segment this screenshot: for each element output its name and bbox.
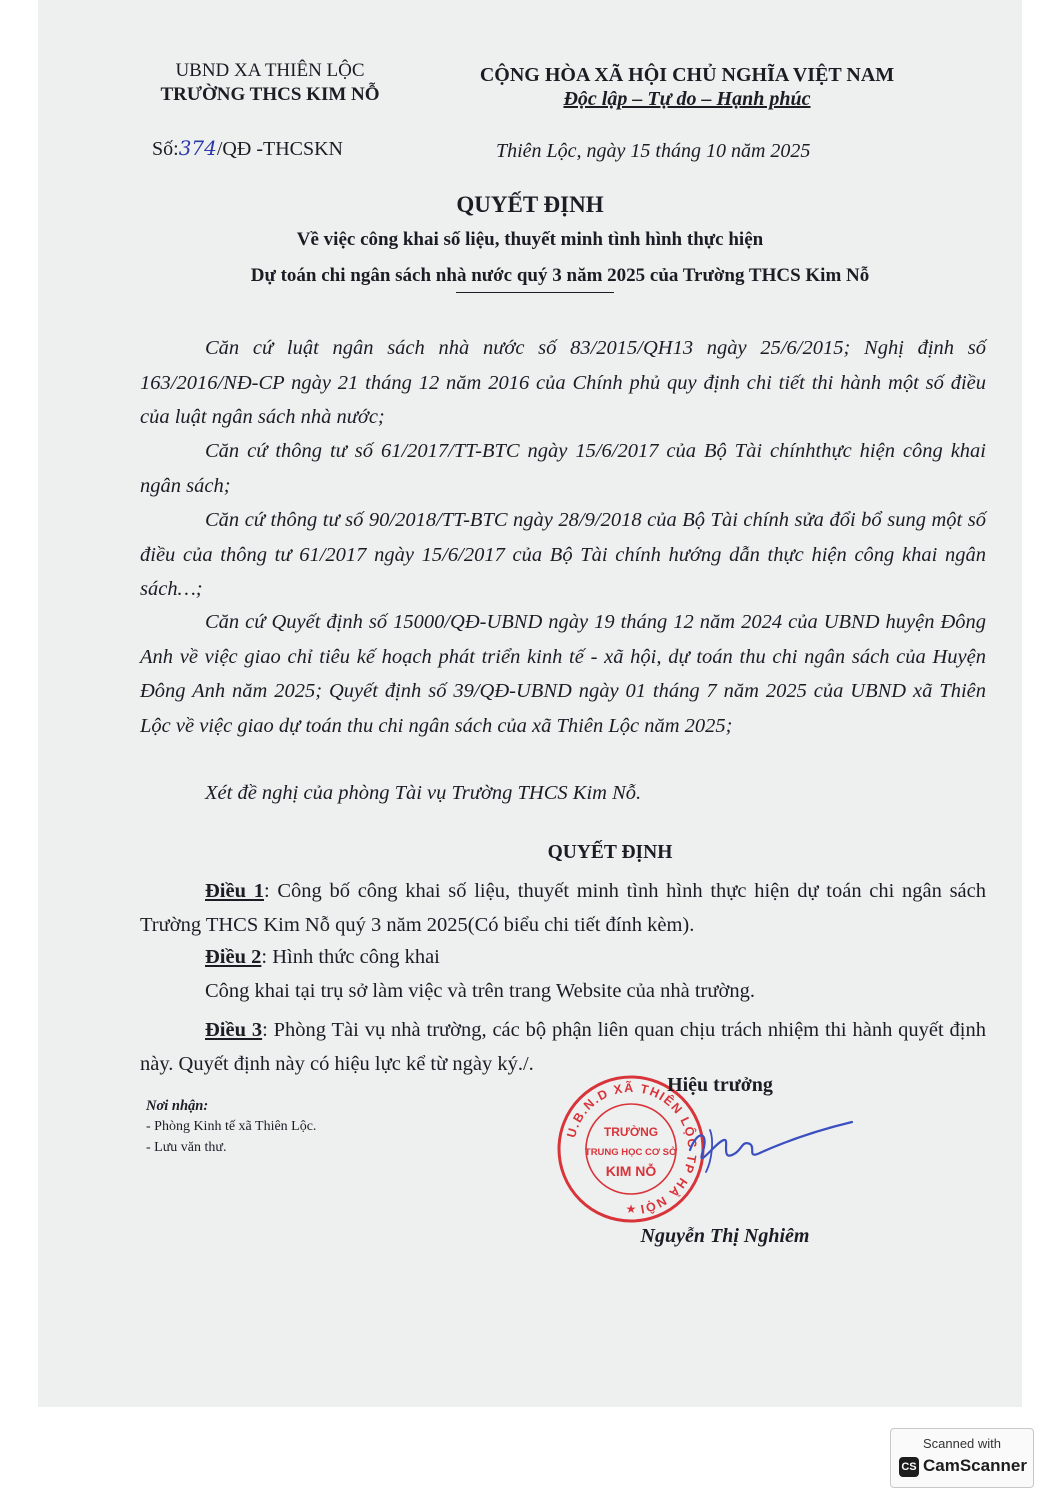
preamble-paragraph: Căn cứ thông tư số 90/2018/TT-BTC ngày 28/9/2018 của Bộ Tài chính sửa đổi bổ sung một số điều của thông tư 61/2017 ngày 15/6/2017 của Bộ Tài chính hướng dẫn thực hiện công khai ngân sách…; [140, 509, 986, 600]
camscanner-logo-icon: CS [899, 1457, 919, 1477]
school-name: TRƯỜNG THCS KIM NỖ [160, 84, 380, 105]
watermark-brand: CamScanner [923, 1456, 1027, 1475]
document-subject-line2: Dự toán chi ngân sách nhà nước quý 3 năm 2025 của Trường THCS Kim Nỗ [250, 265, 870, 286]
watermark-caption: Scanned with [922, 1436, 1002, 1451]
national-title: CỘNG HÒA XÃ HỘI CHỦ NGHĨA VIỆT NAM [479, 64, 895, 86]
handwritten-signature [680, 1110, 860, 1180]
svg-text:KIM NỖ: KIM NỖ [605, 1163, 657, 1179]
article-3-label: Điều 3 [205, 1019, 263, 1041]
issuing-authority: UBND XA THIÊN LỘC [175, 60, 365, 81]
preamble-paragraph: Căn cứ luật ngân sách nhà nước số 83/2015/QH13 ngày 25/6/2015; Nghị định số 163/2016/NĐ-CP ngày 21 tháng 12 năm 2016 của Chính phủ quy định chi tiết thi hành một số điều của luật ngân sách nhà nước; [140, 337, 986, 428]
subject-underline [456, 292, 614, 293]
signer-title: Hiệu trưởng [667, 1074, 773, 1096]
document-subject-line1: Về việc công khai số liệu, thuyết minh tình hình thực hiện [296, 229, 764, 250]
article-2: Điều 2: Hình thức công khai [205, 946, 440, 968]
svg-text:TRƯỜNG: TRƯỜNG [603, 1125, 659, 1139]
recipient-item: - Phòng Kinh tế xã Thiên Lộc. [146, 1119, 317, 1134]
recipients-heading: Nơi nhận: [146, 1098, 209, 1114]
article-2-detail: Công khai tại trụ sở làm việc và trên trang Website của nhà trường. [205, 980, 755, 1002]
preamble-paragraph: Căn cứ thông tư số 61/2017/TT-BTC ngày 15/6/2017 của Bộ Tài chínhthực hiện công khai ngân sách; [140, 440, 986, 497]
svg-text:TRUNG HỌC CƠ SỞ: TRUNG HỌC CƠ SỞ [584, 1147, 678, 1158]
article-3: Điều 3: Phòng Tài vụ nhà trường, các bộ phận liên quan chịu trách nhiệm thi hành quyết định này. Quyết định này có hiệu lực kể từ ngày ký./. [140, 1019, 987, 1075]
article-1-label: Điều 1 [205, 880, 264, 902]
document-number: Số:374/QĐ -THCSKN [152, 136, 343, 160]
svg-text:★: ★ [625, 1202, 637, 1216]
preamble-paragraph: Căn cứ Quyết định số 15000/QĐ-UBND ngày 19 tháng 12 năm 2024 của UBND huyện Đông Anh về việc giao chỉ tiêu kế hoạch phát triển kinh tế - xã hội, dự toán thu chi ngân sách của Huyện Đông Anh năm 2025; Quyết định số 39/QĐ-UBND ngày 01 tháng 7 năm 2025 của UBND xã Thiên Lộc về việc giao dự toán thu chi ngân sách của xã Thiên Lộc năm 2025; [140, 611, 986, 737]
document-number-handwritten: 374 [178, 136, 217, 160]
article-2-label: Điều 2 [205, 946, 262, 968]
national-motto: Độc lập – Tự do – Hạnh phúc [563, 88, 811, 110]
document-date: Thiên Lộc, ngày 15 tháng 10 năm 2025 [496, 140, 811, 162]
article-1: Điều 1: Công bố công khai số liệu, thuyết minh tình hình thực hiện dự toán chi ngân sách Trường THCS Kim Nỗ quý 3 năm 2025(Có biểu chi tiết đính kèm). [140, 880, 987, 936]
preamble-paragraph: Xét đề nghị của phòng Tài vụ Trường THCS Kim Nỗ. [205, 782, 642, 804]
document-title: QUYẾT ĐỊNH [456, 192, 604, 217]
decision-heading: QUYẾT ĐỊNH [547, 842, 673, 863]
recipient-item: - Lưu văn thư. [146, 1140, 227, 1155]
camscanner-watermark [890, 1428, 1034, 1488]
svg-text:U.B.N.D XÃ THIÊN LỘC TP HÀ NỘI: U.B.N.D XÃ THIÊN LỘC TP HÀ NỘI [564, 1080, 700, 1217]
signer-name: Nguyễn Thị Nghiêm [640, 1225, 810, 1247]
